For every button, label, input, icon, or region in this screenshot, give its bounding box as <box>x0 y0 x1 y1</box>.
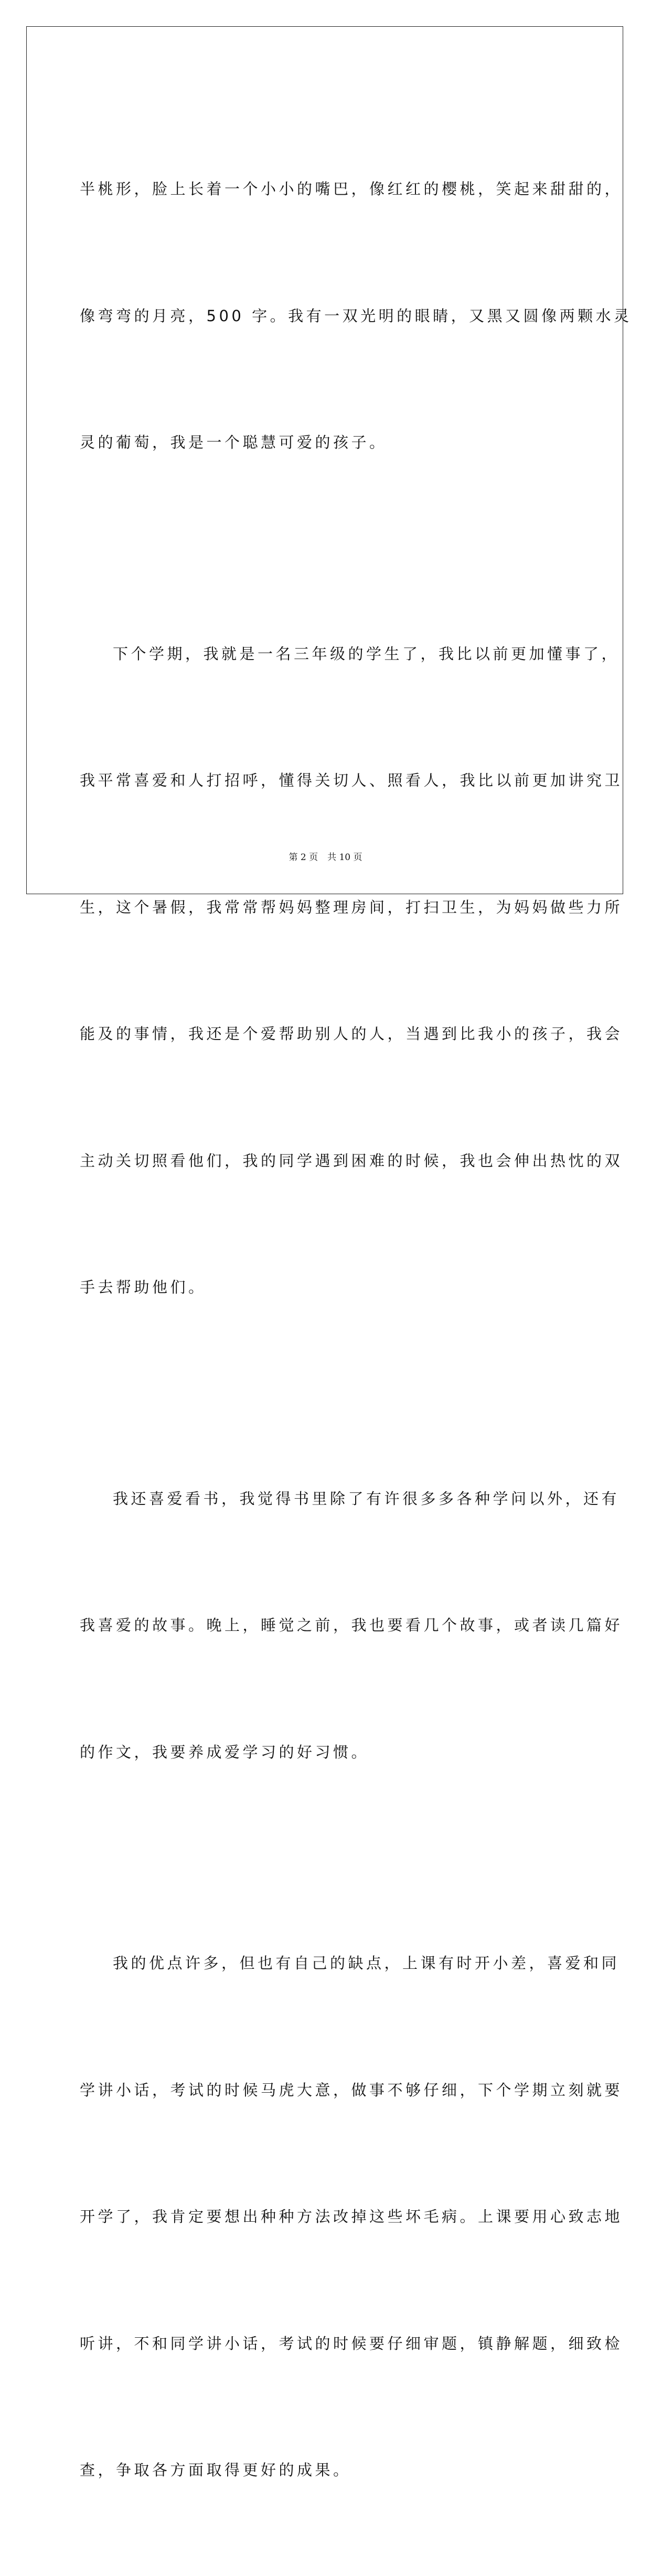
paragraph <box>80 548 623 1393</box>
text-line: 手去帮助他们。 <box>80 1278 207 1296</box>
document-body <box>80 83 632 2576</box>
text-line: 下个学期，我就是一名三年级的学生了，我比以前更加懂事了， <box>113 644 620 663</box>
text-line: 我还喜爱看书，我觉得书里除了有许很多多各种学问以外，还有 <box>113 1489 620 1508</box>
paragraph <box>80 83 632 548</box>
text-line: 像弯弯的月亮，500 字。我有一双光明的眼睛，又黑又圆像两颗水灵 <box>80 306 632 325</box>
page-footer <box>0 850 651 863</box>
text-line: 灵的葡萄，我是一个聪慧可爱的孩子。 <box>80 433 388 451</box>
text-line: 主动关切照看他们，我的同学遇到困难的时候，我也会伸出热忱的双 <box>80 1151 623 1170</box>
total-pages: 共 10 页 <box>327 852 362 863</box>
text-line: 开学了，我肯定要想出种种方法改掉这些坏毛病。上课要用心致志地 <box>80 2208 623 2225</box>
text-line: 我喜爱的故事。晚上，睡觉之前，我也要看几个故事，或者读几篇好 <box>80 1616 623 1634</box>
text-line: 能及的事情，我还是个爱帮助别人的人，当遇到比我小的孩子，我会 <box>80 1025 623 1043</box>
text-line: 学讲小话，考试的时候马虎大意，做事不够仔细，下个学期立刻就要 <box>80 2081 623 2099</box>
text-line: 听讲，不和同学讲小话，考试的时候要仔细审题，镇静解题，细致检 <box>80 2334 623 2352</box>
paragraph <box>80 1393 623 1858</box>
text-line: 我平常喜爱和人打招呼，懂得关切人、照看人，我比以前更加讲究卫 <box>80 771 623 789</box>
text-line: 的作文，我要养成爱学习的好习惯。 <box>80 1743 370 1761</box>
page-number: 第 2 页 <box>289 852 318 863</box>
text-line: 半桃形，脸上长着一个小小的嘴巴，像红红的樱桃，笑起来甜甜的， <box>80 180 623 198</box>
text-line: 我的优点许多，但也有自己的缺点，上课有时开小差，喜爱和同 <box>113 1954 620 1972</box>
text-line: 查，争取各方面取得更好的成果。 <box>80 2461 351 2479</box>
paragraph <box>80 1858 623 2576</box>
text-line: 生，这个暑假，我常常帮妈妈整理房间，打扫卫生，为妈妈做些力所 <box>80 898 623 916</box>
